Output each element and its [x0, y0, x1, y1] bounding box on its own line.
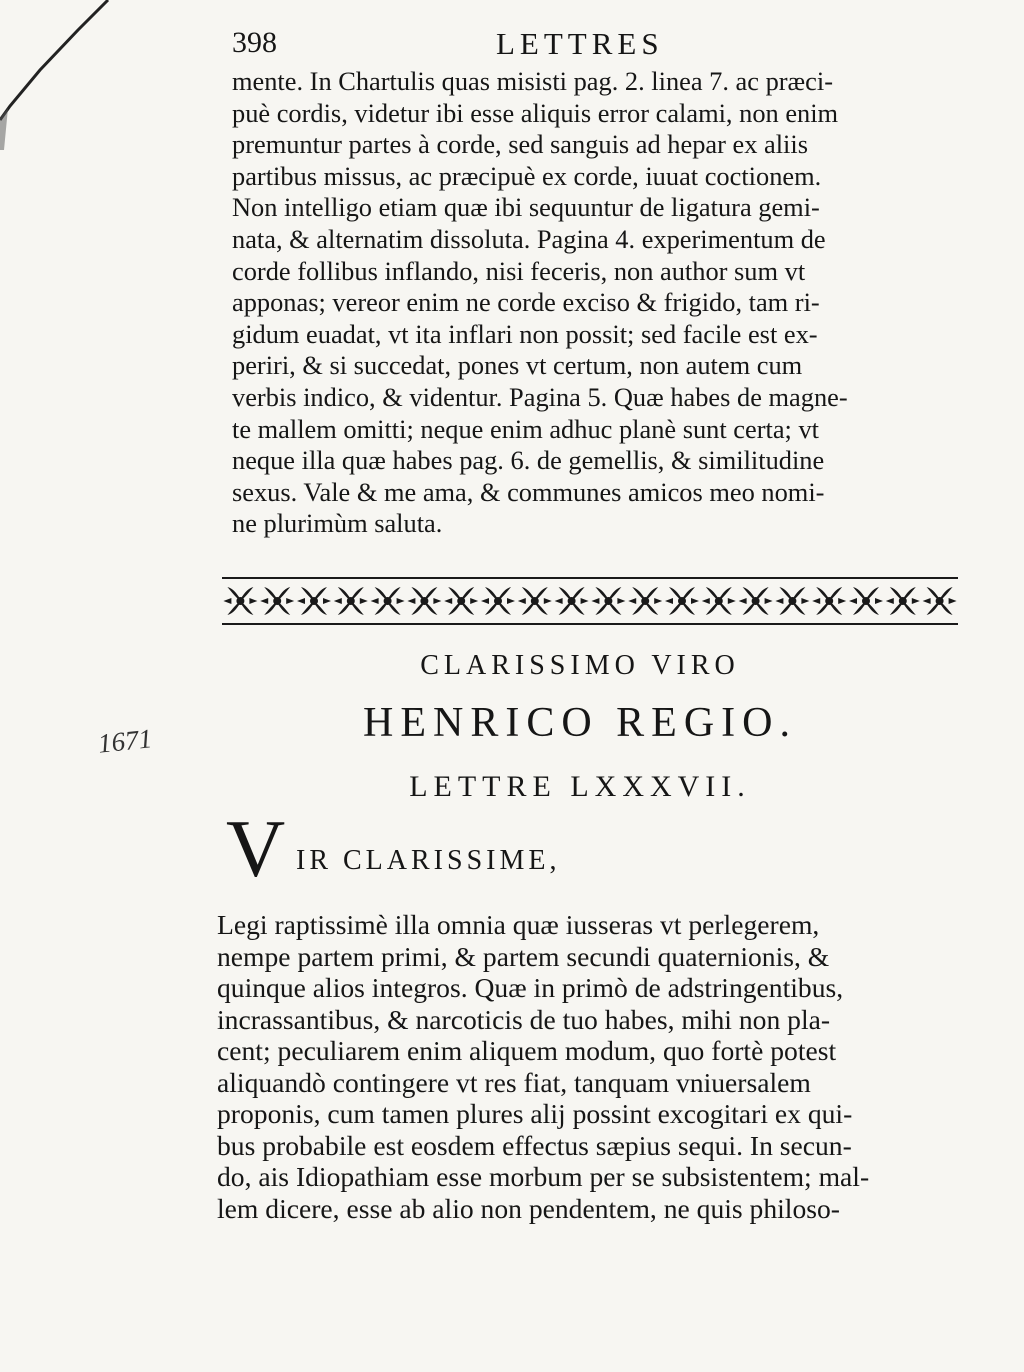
text-line: nempe partem primi, & partem secundi quaternionis, &	[217, 940, 830, 972]
recipient-name: HENRICO REGIO.	[363, 700, 797, 746]
dedication-line: CLARISSIMO VIRO	[420, 650, 740, 681]
text-line: proponis, cum tamen plures alij possint excogitari ex qui-	[217, 1098, 853, 1129]
ornament-motif	[444, 587, 478, 615]
ornament-motif	[702, 587, 736, 615]
ornament-motif	[628, 587, 662, 615]
letter-body-text	[217, 909, 977, 1224]
text-line: partibus missus, ac præcipuè ex corde, iuuat coctionem.	[232, 160, 822, 191]
text-line: puè cordis, videtur ibi esse aliquis error calami, non enim	[232, 97, 839, 128]
ornament-motif	[481, 587, 515, 615]
ornament-motif	[334, 587, 368, 615]
text-line: aliquandò contingere vt res fiat, tanquam vniuersalem	[217, 1066, 811, 1098]
text-line: quinque alios integros. Quæ in primò de adstringentibus,	[217, 972, 844, 1003]
handwritten-margin-note: 1671	[96, 723, 154, 759]
text-line: corde follibus inflando, nisi feceris, non author sum vt	[232, 255, 806, 286]
text-line: mente. In Chartulis quas misisti pag. 2. linea 7. ac præci-	[232, 66, 833, 96]
page-edge-shadow	[0, 0, 120, 150]
ornament-motif	[518, 587, 552, 615]
text-line: bus probabile est eosdem effectus sæpius sequi. In secun-	[217, 1129, 852, 1161]
running-title: LETTRES	[496, 26, 664, 61]
text-line: apponas; vereor enim ne corde exciso & frigido, tam ri-	[232, 287, 820, 318]
ornament-motif	[849, 587, 883, 615]
ornament-motif	[739, 587, 773, 615]
salutation	[226, 805, 826, 895]
ornament-motif	[260, 587, 294, 615]
ornamental-band	[222, 574, 958, 628]
ornament-motif	[812, 587, 846, 615]
ornament-motif	[223, 587, 257, 615]
text-line: verbis indico, & videntur. Pagina 5. Quæ habes de magne-	[232, 381, 848, 412]
text-line: nata, & alternatim dissoluta. Pagina 4. experimentum de	[232, 223, 826, 254]
ornament-motif	[407, 587, 441, 615]
text-line: do, ais Idiopathiam esse morbum per se subsistentem; mal-	[217, 1161, 870, 1192]
ornament-motif	[665, 587, 699, 615]
text-line: gidum euadat, vt ita inflari non possit; sed facile est ex-	[232, 318, 818, 349]
salutation-text: IR CLARISSIME,	[296, 845, 561, 876]
text-line: neque illa quæ habes pag. 6. de gemellis, & similitudine	[232, 445, 825, 476]
text-line: lem dicere, esse ab alio non pendentem, ne quis philoso-	[217, 1192, 840, 1224]
letter-number: LETTRE LXXXVII.	[409, 770, 751, 803]
page-number: 398	[232, 26, 277, 59]
text-line: incrassantibus, & narcoticis de tuo habes, mihi non pla-	[217, 1003, 831, 1035]
ornament-motif	[371, 587, 405, 615]
ornament-motif	[555, 587, 589, 615]
text-line: sexus. Vale & me ama, & communes amicos meo nomi-	[232, 476, 825, 507]
text-line: premuntur partes à corde, sed sanguis ad hepar ex aliis	[232, 129, 808, 160]
text-line: Legi raptissimè illa omnia quæ iusseras vt perlegerem,	[217, 909, 820, 940]
text-line: ne plurimùm saluta.	[232, 508, 443, 539]
text-line: periri, & si succedat, pones vt certum, non autem cum	[232, 350, 803, 381]
ornament-motif	[591, 587, 625, 615]
text-line: Non intelligo etiam quæ ibi sequuntur de ligatura gemi-	[232, 192, 820, 223]
ornament-motif	[297, 587, 331, 615]
text-line: te mallem omitti; neque enim adhuc planè sunt certa; vt	[232, 413, 820, 444]
ornament-motif	[886, 587, 920, 615]
running-head	[232, 26, 932, 66]
drop-cap-initial: V	[226, 803, 286, 894]
previous-letter-text	[232, 66, 972, 540]
text-line: cent; peculiarem enim aliquem modum, quo fortè potest	[217, 1035, 837, 1066]
ornament-motif	[923, 587, 957, 615]
ornament-motif	[775, 587, 809, 615]
